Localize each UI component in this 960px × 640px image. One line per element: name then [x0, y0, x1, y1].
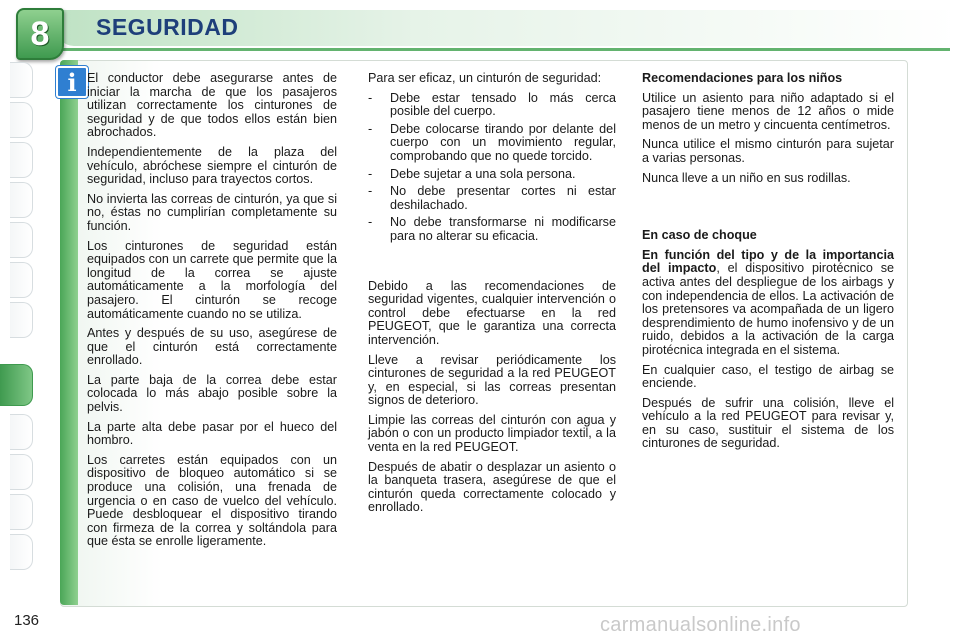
paragraph: Antes y después de su uso, asegúrese de que el cinturón está correctamente enrollado. [87, 326, 337, 368]
list-item: - Debe sujetar a una sola persona. [368, 168, 616, 182]
chapter-tab [10, 454, 33, 490]
chapter-tab [10, 494, 33, 530]
info-icon: i [56, 66, 88, 98]
column-general-info [87, 72, 337, 555]
page-number: 136 [14, 612, 40, 629]
spacer [642, 191, 894, 229]
list-item: - Debe estar tensado lo más cerca posible del cuerpo. [368, 92, 616, 119]
chapter-tab [10, 302, 33, 338]
chapter-tab [10, 142, 33, 178]
bold-lead: En función del tipo y de la importancia del impacto [642, 247, 894, 276]
panel-accent-strip [60, 60, 78, 605]
requirements-list [368, 92, 616, 244]
paragraph: Lleve a revisar periódicamente los cinturones de seguridad a la red PEUGEOT y, en especial, si las correas presentan signos de deterioro. [368, 352, 616, 408]
watermark: carmanualsonline.info [600, 614, 801, 636]
section-heading-children: Recomendaciones para los niños [642, 71, 843, 85]
chapter-tab [10, 62, 33, 98]
chapter-number-badge: 8 [16, 8, 64, 60]
paragraph: La parte baja de la correa debe estar colocada lo más abajo posible sobre la pelvis. [87, 372, 337, 415]
paragraph: La parte alta debe pasar por el hueco del hombro. [87, 419, 337, 448]
paragraph: El conductor debe asegurarse antes de iniciar la marcha de que los pasajeros utilizan correctamente los cinturones de seguridad y de que todos ellos están bien abrochados. [87, 71, 337, 140]
list-item: - No debe transformarse ni modificarse para no alterar su eficacia. [368, 216, 616, 243]
chapter-tab [10, 262, 33, 298]
chapter-tab [10, 102, 33, 138]
chapter-tab [10, 534, 33, 570]
paragraph: Los cinturones de seguridad están equipados con un carrete que permite que la longitud de la correa se ajuste automáticamente a la morfología del pasajero. El cinturón se recoge automáticamente cuando no se utiliza. [87, 238, 337, 321]
paragraph: Los carretes están equipados con un dispositivo de bloqueo automático si se produce una colisión, una frenada de urgencia o en caso de vuelco del vehículo. Puede desbloquear el dispositivo tirando con firmeza de la correa y soltándola para que ésta se enrolle ligeramente. [87, 452, 337, 549]
list-item: - No debe presentar cortes ni estar deshilachado. [368, 185, 616, 212]
chapter-tab [10, 222, 33, 258]
page-title: SEGURIDAD [96, 14, 239, 40]
list-item: - Debe colocarse tirando por delante del cuerpo con un movimiento regular, comprobando que no quede torcido. [368, 123, 616, 164]
chapter-tab-active [0, 364, 33, 406]
paragraph: Después de sufrir una colisión, lleve el vehículo a la red PEUGEOT para revisar y, en su caso, sustituir el sistema de los cinturones de seguridad. [642, 395, 894, 451]
intro-paragraph: Para ser eficaz, un cinturón de seguridad: [368, 71, 602, 85]
paragraph: Independientemente de la plaza del vehículo, abróchese siempre el cinturón de seguridad, incluso para trayectos cortos. [87, 144, 337, 187]
chapter-tab [10, 182, 33, 218]
chapter-tab [10, 414, 33, 450]
paragraph: Limpie las correas del cinturón con agua y jabón o con un producto limpiador textil, a la venta en la red PEUGEOT. [368, 412, 616, 455]
paragraph: No invierta las correas de cinturón, ya que si no, éstas no cumplirían completamente su función. [87, 191, 337, 233]
paragraph [642, 249, 894, 358]
paragraph: Utilice un asiento para niño adaptado si el pasajero tiene menos de 12 años o mide menos de un metro y cincuenta centímetros. [642, 90, 894, 132]
paragraph: En cualquier caso, el testigo de airbag se enciende. [642, 362, 894, 391]
paragraph: Nunca utilice el mismo cinturón para sujetar a varias personas. [642, 137, 894, 165]
paragraph: Después de abatir o desplazar un asiento o la banqueta trasera, asegúrese de que el cinturón queda correctamente colocado y enrollado. [368, 459, 616, 515]
spacer [368, 250, 616, 280]
header-divider [60, 48, 950, 51]
column-children-and-crash [642, 72, 894, 457]
paragraph: Nunca lleve a un niño en sus rodillas. [642, 170, 851, 185]
column-belt-requirements [368, 72, 616, 521]
paragraph-text: , el dispositivo pirotécnico se activa antes del despliegue de los airbags y con independencia de ellos. La activación de los pretensores va acompañada de un ligero desprendimiento de humo inofensivo y de un ruido, debidos a la activación de la carga pirotécnica integrada en el sistema. [642, 261, 894, 357]
paragraph: Debido a las recomendaciones de seguridad vigentes, cualquier intervención o control debe efectuarse en la red PEUGEOT, que le garantiza una correcta intervención. [368, 278, 616, 347]
section-heading-crash: En caso de choque [642, 228, 757, 243]
